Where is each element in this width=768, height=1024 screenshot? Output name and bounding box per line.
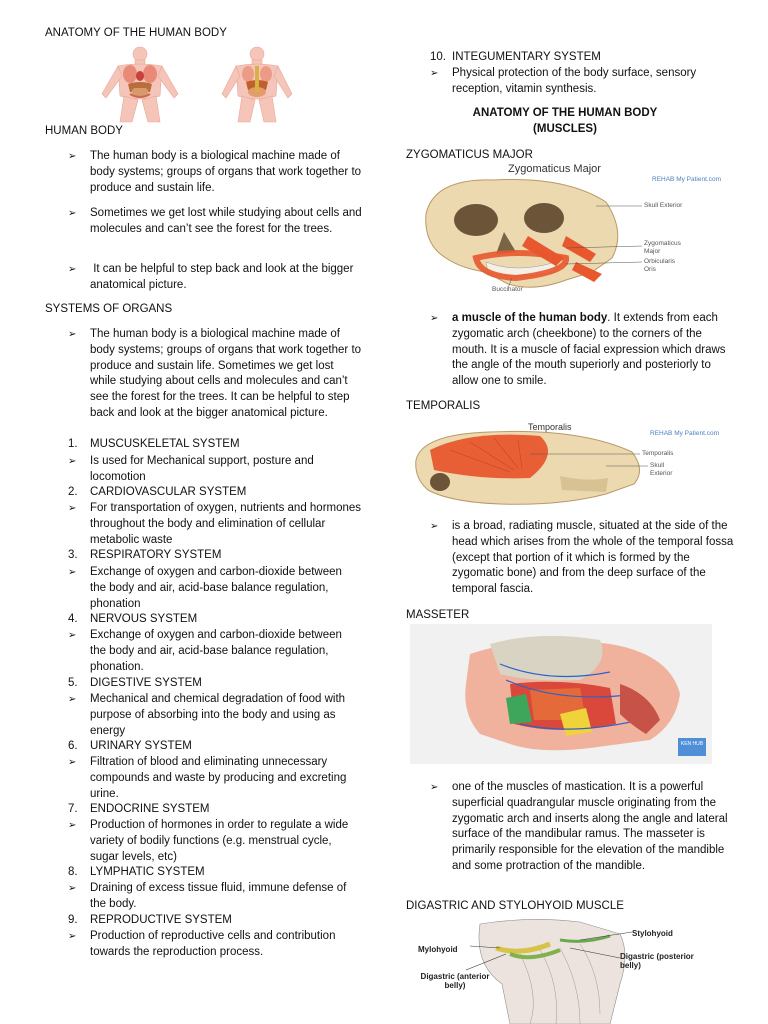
arrow-bullet-icon: ➢ [68, 329, 77, 340]
arrow-bullet-icon: ➢ [68, 630, 77, 641]
bullet-text: Sometimes we get lost while studying about cells and molecules and can’t see the forest for the trees. [90, 207, 362, 235]
arrow-bullet-icon: ➢ [68, 567, 77, 578]
bullet-text: The human body is a biological machine made of body systems; groups of organs that work together to produce and sustain life. [90, 150, 362, 194]
system-item-8: 8. LYMPHATIC SYSTEM [68, 866, 205, 878]
bullet-text: The human body is a biological machine made of body systems; groups of organs that work together to produce and sustain life. Sometimes we get lost while studying about cells and molecules and can’t see the forest for the trees. It can be helpful to step back and look at the bigger anatomical picture. [90, 328, 362, 419]
arrow-bullet-icon: ➢ [68, 503, 77, 514]
masseter-heading: MASSETER [406, 609, 470, 621]
system-item-10: 10. INTEGUMENTARY SYSTEM [430, 51, 601, 63]
bullet-text: It can be helpful to step back and look at the bigger anatomical picture. [90, 263, 357, 291]
system-item-4: 4. NERVOUS SYSTEM [68, 613, 198, 625]
system-item-3: 3. RESPIRATORY SYSTEM [68, 549, 222, 561]
arrow-bullet-icon: ➢ [68, 820, 77, 831]
temporalis-heading: TEMPORALIS [406, 400, 481, 412]
arrow-bullet-icon: ➢ [68, 694, 77, 705]
human-body-heading: HUMAN BODY [45, 125, 123, 137]
muscles-subtitle: (MUSCLES) [533, 123, 597, 135]
zygomaticus-heading: ZYGOMATICUS MAJOR [406, 149, 533, 161]
system-item-9: 9. REPRODUCTIVE SYSTEM [68, 914, 232, 926]
digastric-heading: DIGASTRIC AND STYLOHYOID MUSCLE [406, 900, 624, 912]
systems-heading: SYSTEMS OF ORGANS [45, 303, 173, 315]
document-title: ANATOMY OF THE HUMAN BODY [45, 27, 227, 39]
muscles-title: ANATOMY OF THE HUMAN BODY [472, 107, 658, 119]
human-body-figure-organs [212, 46, 302, 122]
arrow-bullet-icon: ➢ [68, 456, 77, 467]
arrow-bullet-icon: ➢ [68, 931, 77, 942]
kenhub-badge: KEN HUB [678, 738, 706, 756]
system-item-7: 7. ENDOCRINE SYSTEM [68, 803, 210, 815]
digastric-neck-figure: Stylohyoid Mylohyoid Digastric (posterior belly) Digastric (anterior belly) [410, 914, 710, 1024]
system-item-6: 6. URINARY SYSTEM [68, 740, 192, 752]
arrow-bullet-icon: ➢ [68, 264, 77, 275]
arrow-bullet-icon: ➢ [68, 151, 77, 162]
zygomaticus-skull-figure: Zygomaticus Major REHAB My Patient.com Skull Exterior Zygomaticus Major Orbicularis Oris Buccinator [416, 162, 716, 298]
system-item-5: 5. DIGESTIVE SYSTEM [68, 677, 202, 689]
arrow-bullet-icon: ➢ [68, 757, 77, 768]
arrow-bullet-icon: ➢ [68, 208, 77, 219]
masseter-head-figure [410, 624, 712, 764]
arrow-bullet-icon: ➢ [430, 782, 439, 793]
human-body-figure-front [90, 46, 190, 122]
arrow-bullet-icon: ➢ [430, 313, 439, 324]
temporalis-skull-figure: Temporalis REHAB My Patient.com Temporalis Skull Exterior [410, 420, 710, 512]
arrow-bullet-icon: ➢ [430, 68, 439, 79]
system-item-2: 2. CARDIOVASCULAR SYSTEM [68, 486, 247, 498]
system-item-1: 1. MUSCUSKELETAL SYSTEM [68, 438, 240, 450]
arrow-bullet-icon: ➢ [68, 883, 77, 894]
arrow-bullet-icon: ➢ [430, 521, 439, 532]
